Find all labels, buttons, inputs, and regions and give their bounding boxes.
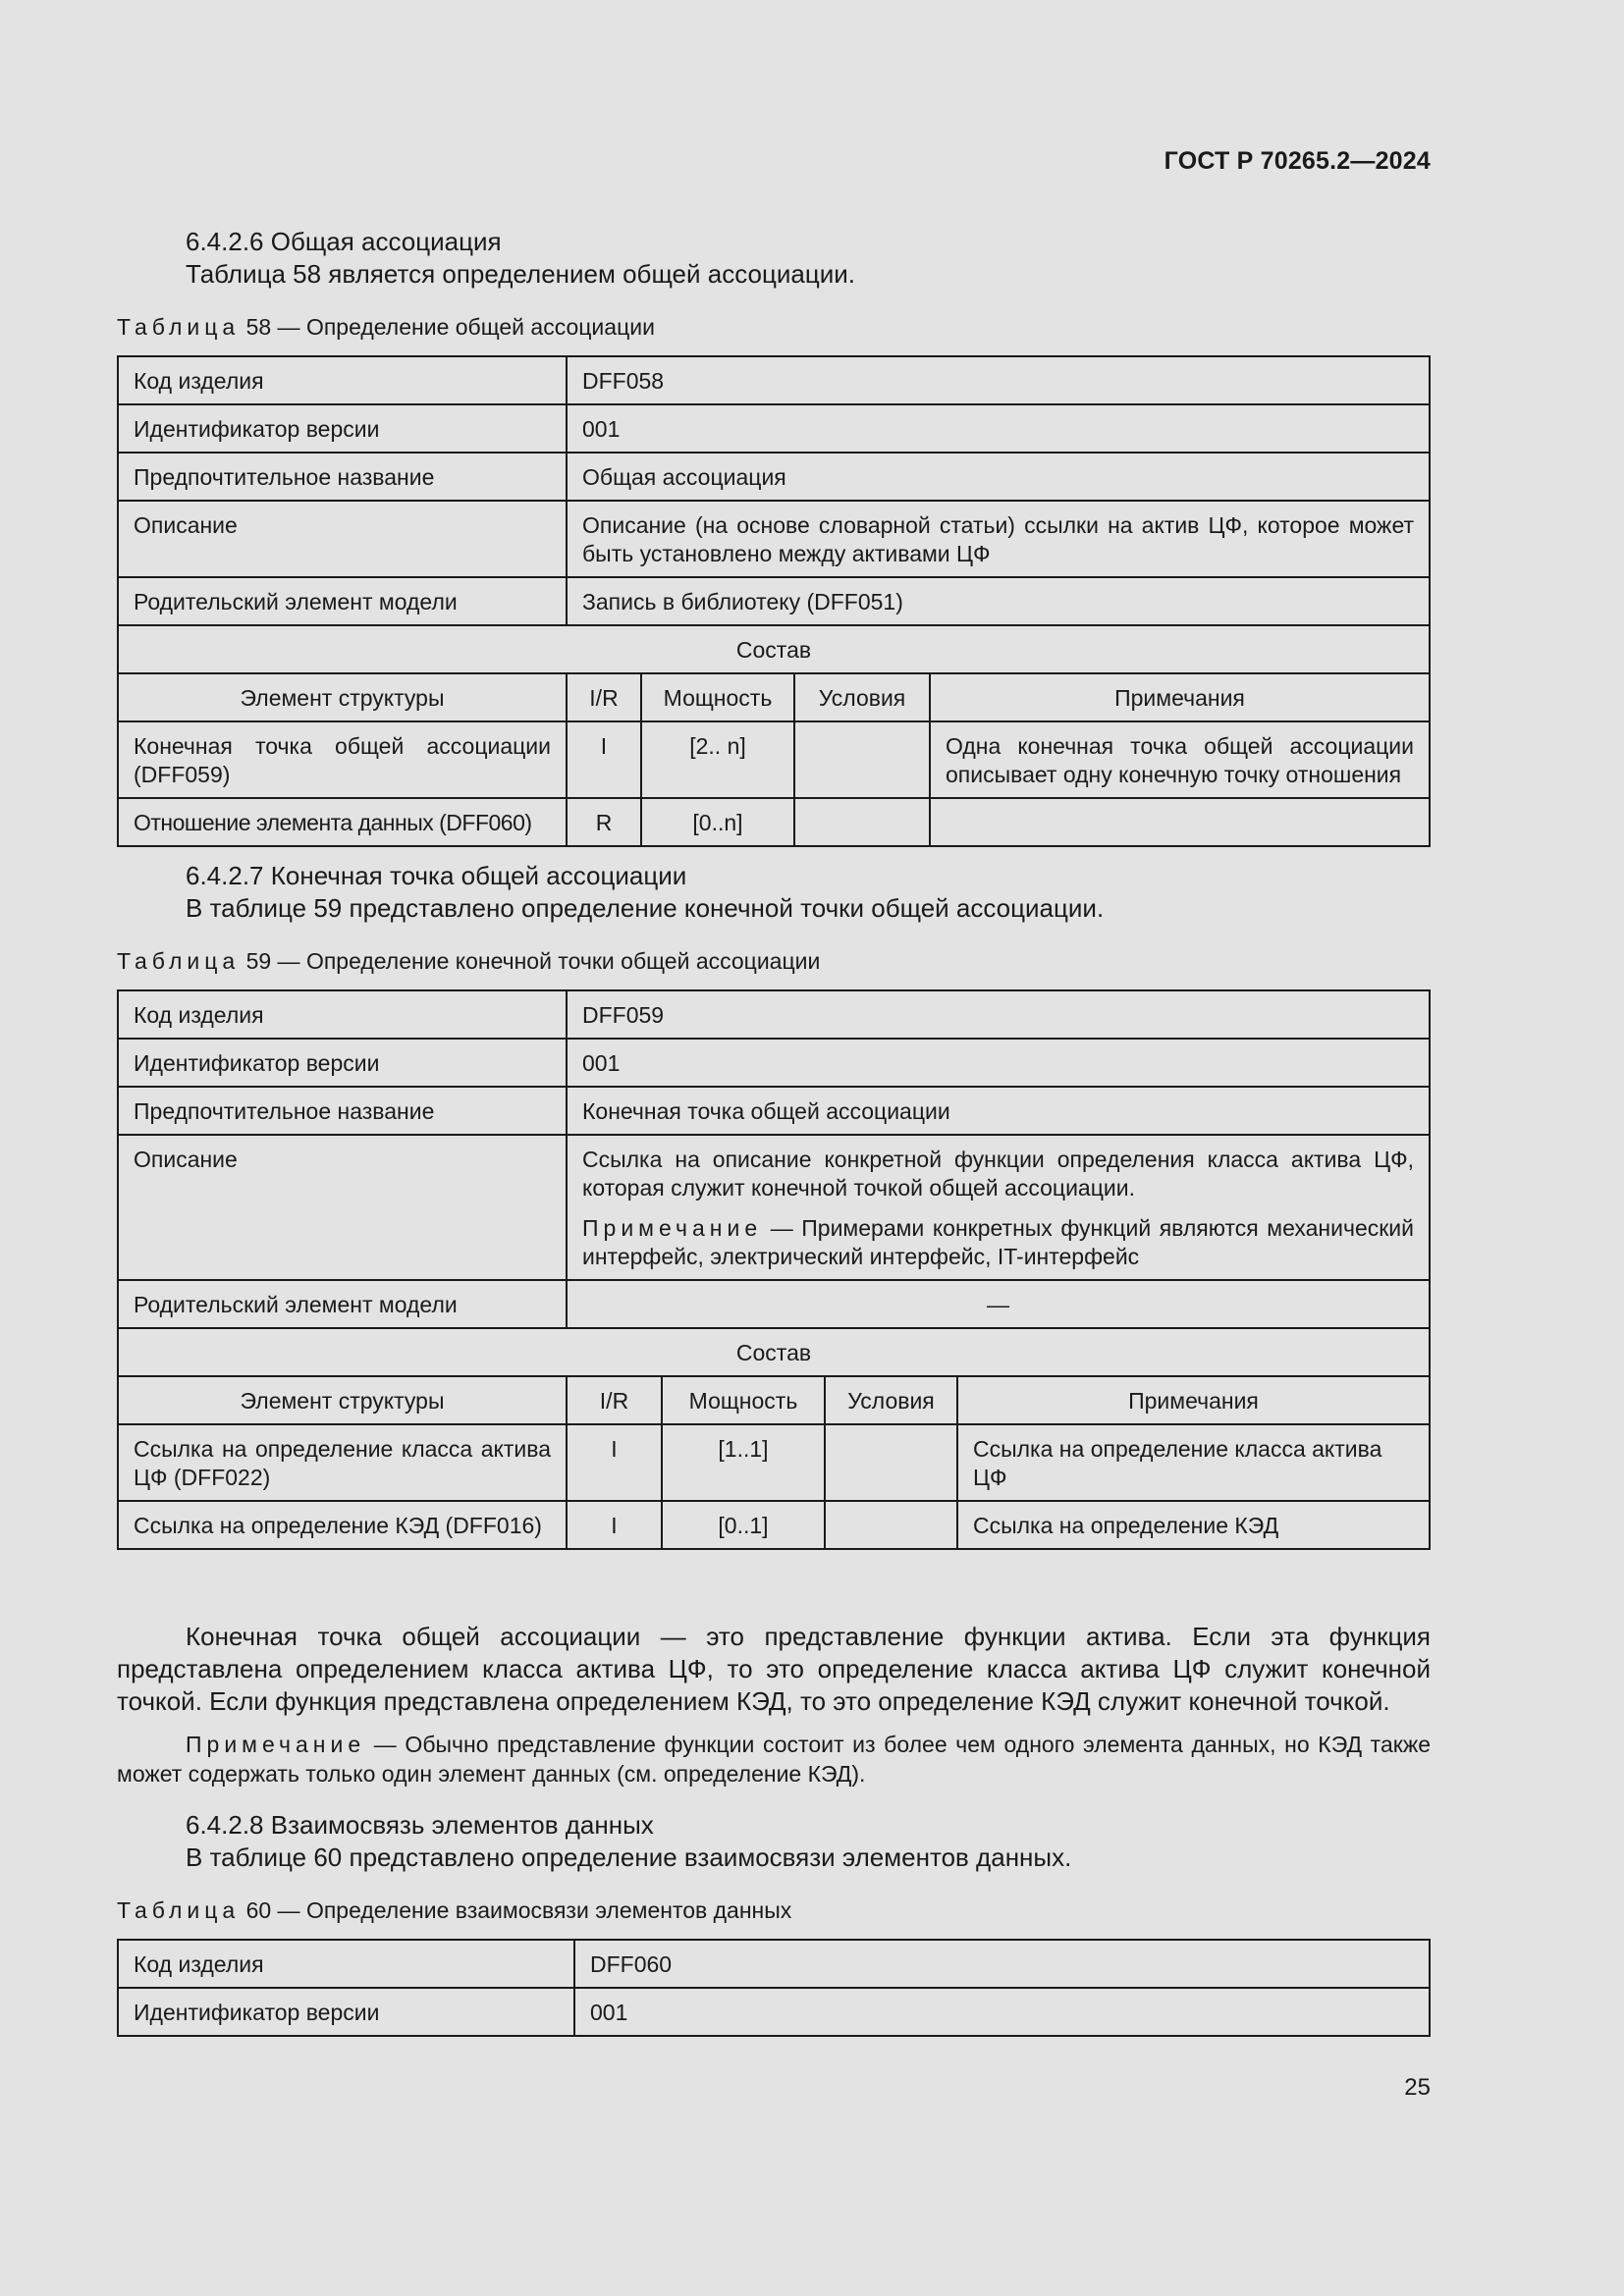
table-row [118,356,1430,404]
table-row [118,1501,1430,1549]
cell-power: [0..n] [641,798,794,846]
row-value: Запись в библиотеку (DFF051) [567,577,1430,625]
section-6-4-2-6 [117,226,1431,291]
row-value: DFF060 [574,1940,1430,1988]
section-6-4-2-7 [117,860,1431,925]
table-row [118,501,1430,577]
caption-word: Таблица [117,1897,241,1923]
table-60-block [117,1896,1431,1925]
cell-element: Конечная точка общей ассоциации (DFF059) [118,721,567,798]
cell-conditions [794,798,930,846]
composition-title-row [118,625,1430,673]
page-number: 25 [1404,2074,1431,2101]
section-intro: Таблица 58 является определением общей ассоциации. [186,259,856,289]
row-value: DFF059 [567,990,1430,1039]
body-note [117,1730,1431,1789]
row-label: Родительский элемент модели [118,1280,567,1328]
row-label: Код изделия [118,990,567,1039]
row-label: Код изделия [118,356,567,404]
table-caption [117,946,1431,976]
table-row [118,1039,1430,1087]
table-row [118,404,1430,453]
col-header: Мощность [641,673,794,721]
table-row [118,990,1430,1039]
caption-word: Таблица [117,314,241,340]
cell-ir: I [567,1424,662,1501]
table-59-block [117,946,1431,976]
caption-word: Таблица [117,948,241,974]
composition-title-row [118,1328,1430,1376]
col-header: Примечания [957,1376,1430,1424]
table-row [118,1087,1430,1135]
note-word: Примечание [186,1732,366,1757]
header-row [118,673,1430,721]
col-header: Условия [794,673,930,721]
table-row [118,1135,1430,1280]
cell-note: Одна конечная точка общей ассоциации описывает одну конечную точку отношения [930,721,1430,798]
composition-table [117,1327,1431,1550]
table-caption [117,1896,1431,1925]
row-label: Описание [118,501,567,577]
cell-note: Ссылка на определение КЭД [957,1501,1430,1549]
table-caption [117,312,1431,342]
row-label: Описание [118,1135,567,1280]
table-row [118,721,1430,798]
table-row [118,1940,1430,1988]
cell-element: Ссылка на определение КЭД (DFF016) [118,1501,567,1549]
row-label: Предпочтительное название [118,1087,567,1135]
section-6-4-2-8 [117,1809,1431,1874]
description-note [582,1214,1414,1271]
caption-text: 58 — Определение общей ассоциации [245,314,655,340]
row-value: Конечная точка общей ассоциации [567,1087,1430,1135]
col-header: Условия [825,1376,957,1424]
row-value: Общая ассоциация [567,453,1430,501]
description-text: Ссылка на описание конкретной функции определения класса актива ЦФ, которая служит конечной точкой общей ассоциации. [582,1147,1414,1201]
note-text: — Обычно представление функции состоит из более чем одного элемента данных, но КЭД также может содержать только один элемент данных (см. определение КЭД). [117,1732,1431,1787]
table-59-definition [117,989,1431,1550]
row-value: 001 [567,404,1430,453]
body-paragraph: Конечная точка общей ассоциации — это представление функции актива. Если эта функция представлена определением класса актива ЦФ, то это определение класса актива ЦФ служит конечной точкой. Если функция представлена определением КЭД, то это определение КЭД служит конечной точкой. [117,1622,1431,1716]
note-word: Примечание [582,1215,763,1241]
composition-title: Состав [118,1328,1430,1376]
header-row [118,1376,1430,1424]
cell-ir: R [567,798,641,846]
table-58-definition [117,355,1431,847]
document-id: ГОСТ Р 70265.2—2024 [1164,147,1431,175]
section-intro: В таблице 60 представлено определение взаимосвязи элементов данных. [186,1842,1072,1872]
col-header: I/R [567,1376,662,1424]
caption-text: 60 — Определение взаимосвязи элементов данных [245,1897,792,1923]
col-header: Примечания [930,673,1430,721]
definition-table [117,1939,1431,2037]
cell-ir: I [567,721,641,798]
cell-ir: I [567,1501,662,1549]
row-value: 001 [574,1988,1430,2036]
col-header: Элемент структуры [118,673,567,721]
row-value: Описание (на основе словарной статьи) ссылки на актив ЦФ, которое может быть установлено между активами ЦФ [567,501,1430,577]
cell-element: Ссылка на определение класса актива ЦФ (DFF022) [118,1424,567,1501]
table-row [118,577,1430,625]
body-text [117,1621,1431,1789]
cell-note [930,798,1430,846]
row-value: DFF058 [567,356,1430,404]
composition-title: Состав [118,625,1430,673]
table-row [118,453,1430,501]
cell-conditions [825,1501,957,1549]
section-title: 6.4.2.8 Взаимосвязь элементов данных [186,1810,654,1840]
definition-table [117,355,1431,626]
row-label: Код изделия [118,1940,574,1988]
cell-power: [2.. n] [641,721,794,798]
cell-power: [1..1] [662,1424,825,1501]
table-row [118,1280,1430,1328]
table-row [118,798,1430,846]
cell-note: Ссылка на определение класса актива ЦФ [957,1424,1430,1501]
table-row [118,1424,1430,1501]
col-header: Мощность [662,1376,825,1424]
row-label: Идентификатор версии [118,1039,567,1087]
row-label: Идентификатор версии [118,1988,574,2036]
row-label: Идентификатор версии [118,404,567,453]
caption-text: 59 — Определение конечной точки общей ассоциации [245,948,821,974]
cell-power: [0..1] [662,1501,825,1549]
note-text: — Примерами конкретных функций являются механический интерфейс, электрический интерфейс, IT-интерфейс [582,1215,1414,1269]
section-title: 6.4.2.6 Общая ассоциация [186,227,502,256]
col-header: Элемент структуры [118,1376,567,1424]
definition-table [117,989,1431,1329]
col-header: I/R [567,673,641,721]
table-row [118,1988,1430,2036]
row-label: Предпочтительное название [118,453,567,501]
section-title: 6.4.2.7 Конечная точка общей ассоциации [186,861,687,890]
row-label: Родительский элемент модели [118,577,567,625]
table-60-definition [117,1939,1431,2037]
cell-conditions [794,721,930,798]
cell-conditions [825,1424,957,1501]
row-value: 001 [567,1039,1430,1087]
cell-element: Отношение элемента данных (DFF060) [118,798,567,846]
row-value [567,1135,1430,1280]
table-58-block [117,312,1431,342]
section-intro: В таблице 59 представлено определение конечной точки общей ассоциации. [186,893,1105,923]
composition-table [117,624,1431,847]
row-value: — [567,1280,1430,1328]
